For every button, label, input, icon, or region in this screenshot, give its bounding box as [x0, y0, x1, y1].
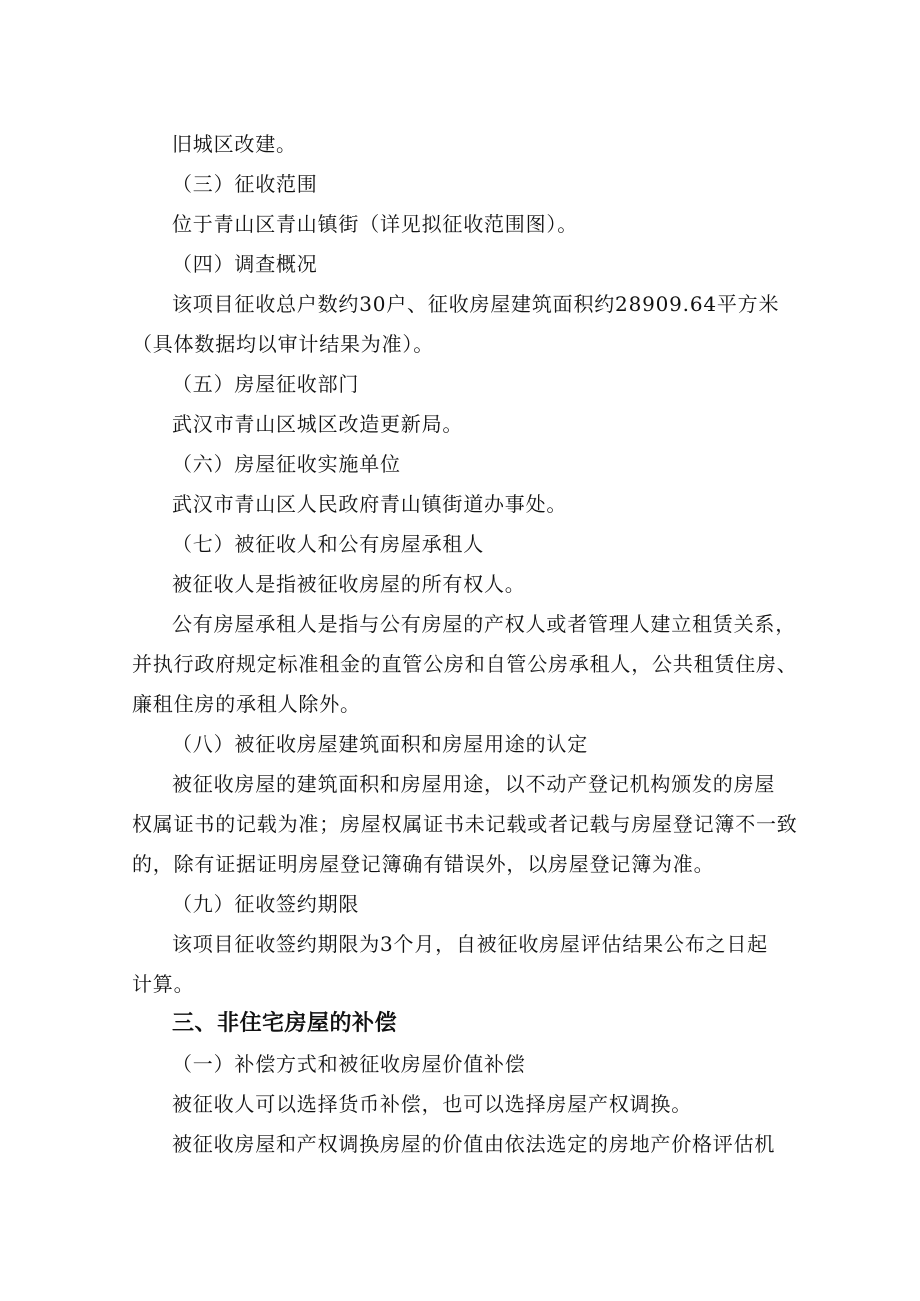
- document-body: [132, 124, 812, 1164]
- text-line: 旧城区改建。: [172, 132, 297, 156]
- text-line: 武汉市青山区人民政府青山镇街道办事处。: [172, 492, 568, 516]
- subsection-heading: （九）征收签约期限: [172, 892, 360, 916]
- text-line: （具体数据均以审计结果为准）。: [132, 332, 434, 356]
- text-line: 并执行政府规定标准租金的直管公房和自管公房承租人，公共租赁住房、: [132, 652, 798, 676]
- text-line: 该项目征收签约期限为3个月，自被征收房屋评估结果公布之日起: [172, 932, 768, 956]
- subsection-heading: （一）补偿方式和被征收房屋价值补偿: [172, 1052, 526, 1076]
- text-line: 被征收人是指被征收房屋的所有权人。: [172, 572, 526, 596]
- text-line: 该项目征收总户数约30户、征收房屋建筑面积约28909.64平方米: [172, 292, 780, 316]
- text-line: 被征收人可以选择货币补偿，也可以选择房屋产权调换。: [172, 1092, 692, 1116]
- section-heading: 三、非住宅房屋的补偿: [172, 1011, 398, 1036]
- subsection-heading: （六）房屋征收实施单位: [172, 452, 401, 476]
- text-line: 位于青山区青山镇街（详见拟征收范围图）。: [172, 212, 578, 236]
- text-line: 被征收房屋和产权调换房屋的价值由依法选定的房地产价格评估机: [172, 1132, 776, 1156]
- text-line: 廉租住房的承租人除外。: [132, 692, 361, 716]
- text-line: 被征收房屋的建筑面积和房屋用途，以不动产登记机构颁发的房屋: [172, 772, 776, 796]
- text-line: 公有房屋承租人是指与公有房屋的产权人或者管理人建立租赁关系，: [172, 612, 796, 636]
- subsection-heading: （八）被征收房屋建筑面积和房屋用途的认定: [172, 732, 588, 756]
- subsection-heading: （三）征收范围: [172, 172, 318, 196]
- subsection-heading: （四）调查概况: [172, 252, 318, 276]
- text-line: 权属证书的记载为准；房屋权属证书未记载或者记载与房屋登记簿不一致: [132, 812, 798, 836]
- text-line: 武汉市青山区城区改造更新局。: [172, 412, 464, 436]
- subsection-heading: （五）房屋征收部门: [172, 372, 360, 396]
- text-line: 计算。: [132, 972, 195, 996]
- subsection-heading: （七）被征收人和公有房屋承租人: [172, 532, 484, 556]
- text-line: 的，除有证据证明房屋登记簿确有错误外，以房屋登记簿为准。: [132, 852, 715, 876]
